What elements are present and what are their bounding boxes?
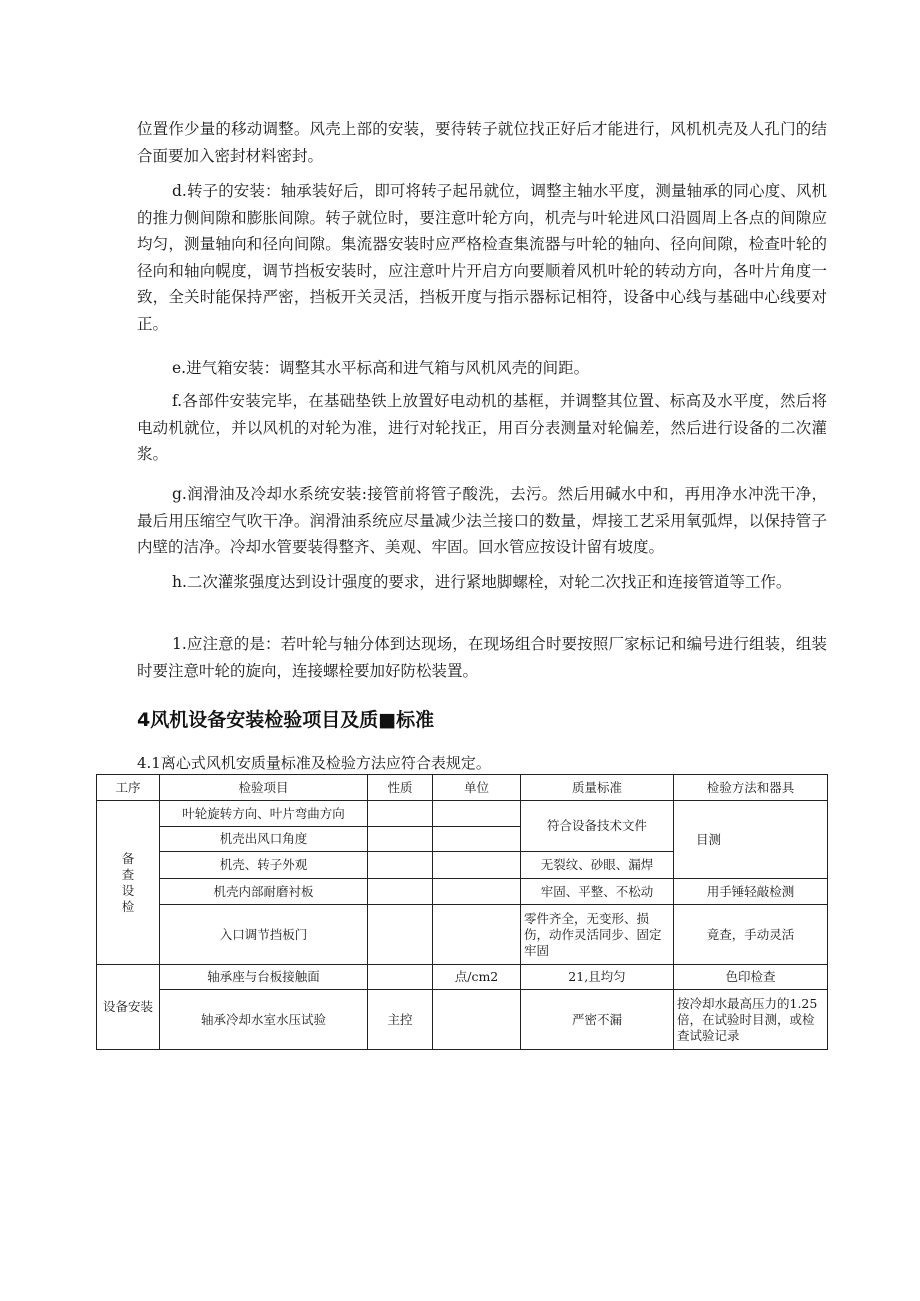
nature-cell [368,905,433,965]
method-cell: 竟查，手动灵活 [674,905,828,965]
header-unit: 单位 [433,775,521,801]
unit-cell [433,879,521,905]
standard-cell: 符合设备技术文件 [521,801,674,852]
paragraph-d: d.转子的安装：轴承装好后，即可将转子起吊就位，调整主轴水平度，测量轴承的同心度、风机的推力侧间隙和膨胀间隙。转子就位时，要注意叶轮方向，机壳与叶轮进风口沿圆周上各点的间隙应均匀，测量轴向和径向间隙。集流器安装时应严格检查集流器与叶轮的轴向、径向间隙，检查叶轮的径向和轴向幌度，调节挡板安装时，应注意叶片开启方向要顺着风机叶轮的转动方向，各叶片角度一致，全关时能保持严密，挡板开关灵活，挡板开度与指示器标记相符，设备中心线与基础中心线要对正。 [137,182,827,333]
table-row [97,905,828,965]
section-heading: 4风机设备安装检验项目及质■标准 [137,709,435,731]
paragraph-continuation: 位置作少量的移动调整。风壳上部的安装，要待转子就位找正好后才能进行，风机机壳及人孔门的结合面要加入密封材料密封。 [137,120,827,165]
method-cell: 按冷却水最高压力的1.25倍，在试验时目测，或检查试验记录 [674,990,828,1050]
item-cell: 轴承座与台板接触面 [160,965,368,990]
item-cell: 叶轮旋转方向、叶片弯曲方向 [160,801,368,827]
unit-cell: 点/cm2 [433,965,521,990]
header-item: 检验项目 [160,775,368,801]
nature-cell [368,852,433,879]
item-cell: 机壳内部耐磨衬板 [160,879,368,905]
table-row [97,801,828,827]
standard-cell: 零件齐全，无变形、损伤，动作灵活同步、固定牢固 [521,905,674,965]
header-standard: 质量标准 [521,775,674,801]
table-row [97,965,828,990]
nature-cell [368,801,433,827]
paragraph-f: f.各部件安装完毕，在基础垫铁上放置好电动机的基框，并调整其位置、标高及水平度，然后将电动机就位，并以风机的对轮为准，进行对轮找正，用百分表测量对轮偏差，然后进行设备的二次灌浆。 [137,392,827,463]
paragraph-note-1: 1.应注意的是：若叶轮与轴分体到达现场，在现场组合时要按照厂家标记和编号进行组装，组装时要注意叶轮的旋向，连接螺栓要加好防松装置。 [137,635,827,680]
standard-cell: 21,且均匀 [521,965,674,990]
paragraph-e: e.进气箱安装：调整其水平标高和进气箱与风机风壳的间距。 [172,359,590,377]
table-header-row [97,775,828,801]
method-cell: 目测 [674,801,828,879]
table-row [97,879,828,905]
nature-cell [368,965,433,990]
nature-cell [368,827,433,852]
standard-cell: 无裂纹、砂眼、漏焊 [521,852,674,879]
header-nature: 性质 [368,775,433,801]
standard-cell: 牢固、平整、不松动 [521,879,674,905]
header-method: 检验方法和器具 [674,775,828,801]
nature-cell [368,879,433,905]
method-cell: 色印检查 [674,965,828,990]
item-cell: 机壳、转子外观 [160,852,368,879]
process-cell-inspection: 备 查 设 检 [97,801,160,965]
item-cell: 入口调节挡板门 [160,905,368,965]
method-cell: 用手锤轻敲检测 [674,879,828,905]
unit-cell [433,905,521,965]
header-process: 工序 [97,775,160,801]
standard-cell: 严密不漏 [521,990,674,1050]
item-cell: 机壳出风口角度 [160,827,368,852]
unit-cell [433,801,521,827]
paragraph-h: h.二次灌浆强度达到设计强度的要求，进行紧地脚螺栓，对轮二次找正和连接管道等工作。 [172,573,792,591]
unit-cell [433,990,521,1050]
item-cell: 轴承冷却水室水压试验 [160,990,368,1050]
unit-cell [433,827,521,852]
table-caption: 4.1离心式风机安质量标准及检验方法应符合表规定。 [137,754,491,772]
paragraph-g: g.润滑油及冷却水系统安装:接管前将管子酸洗，去污。然后用碱水中和，再用净水冲洗干净，最后用压缩空气吹干净。润滑油系统应尽量减少法兰接口的数量，焊接工艺采用氧弧焊，以保持管子内壁的洁净。冷却水管要装得整齐、美观、牢固。回水管应按设计留有坡度。 [137,485,827,556]
unit-cell [433,852,521,879]
inspection-table [96,774,828,1050]
process-cell-installation: 设备安装 [97,965,160,1050]
table-row [97,990,828,1050]
nature-cell: 主控 [368,990,433,1050]
